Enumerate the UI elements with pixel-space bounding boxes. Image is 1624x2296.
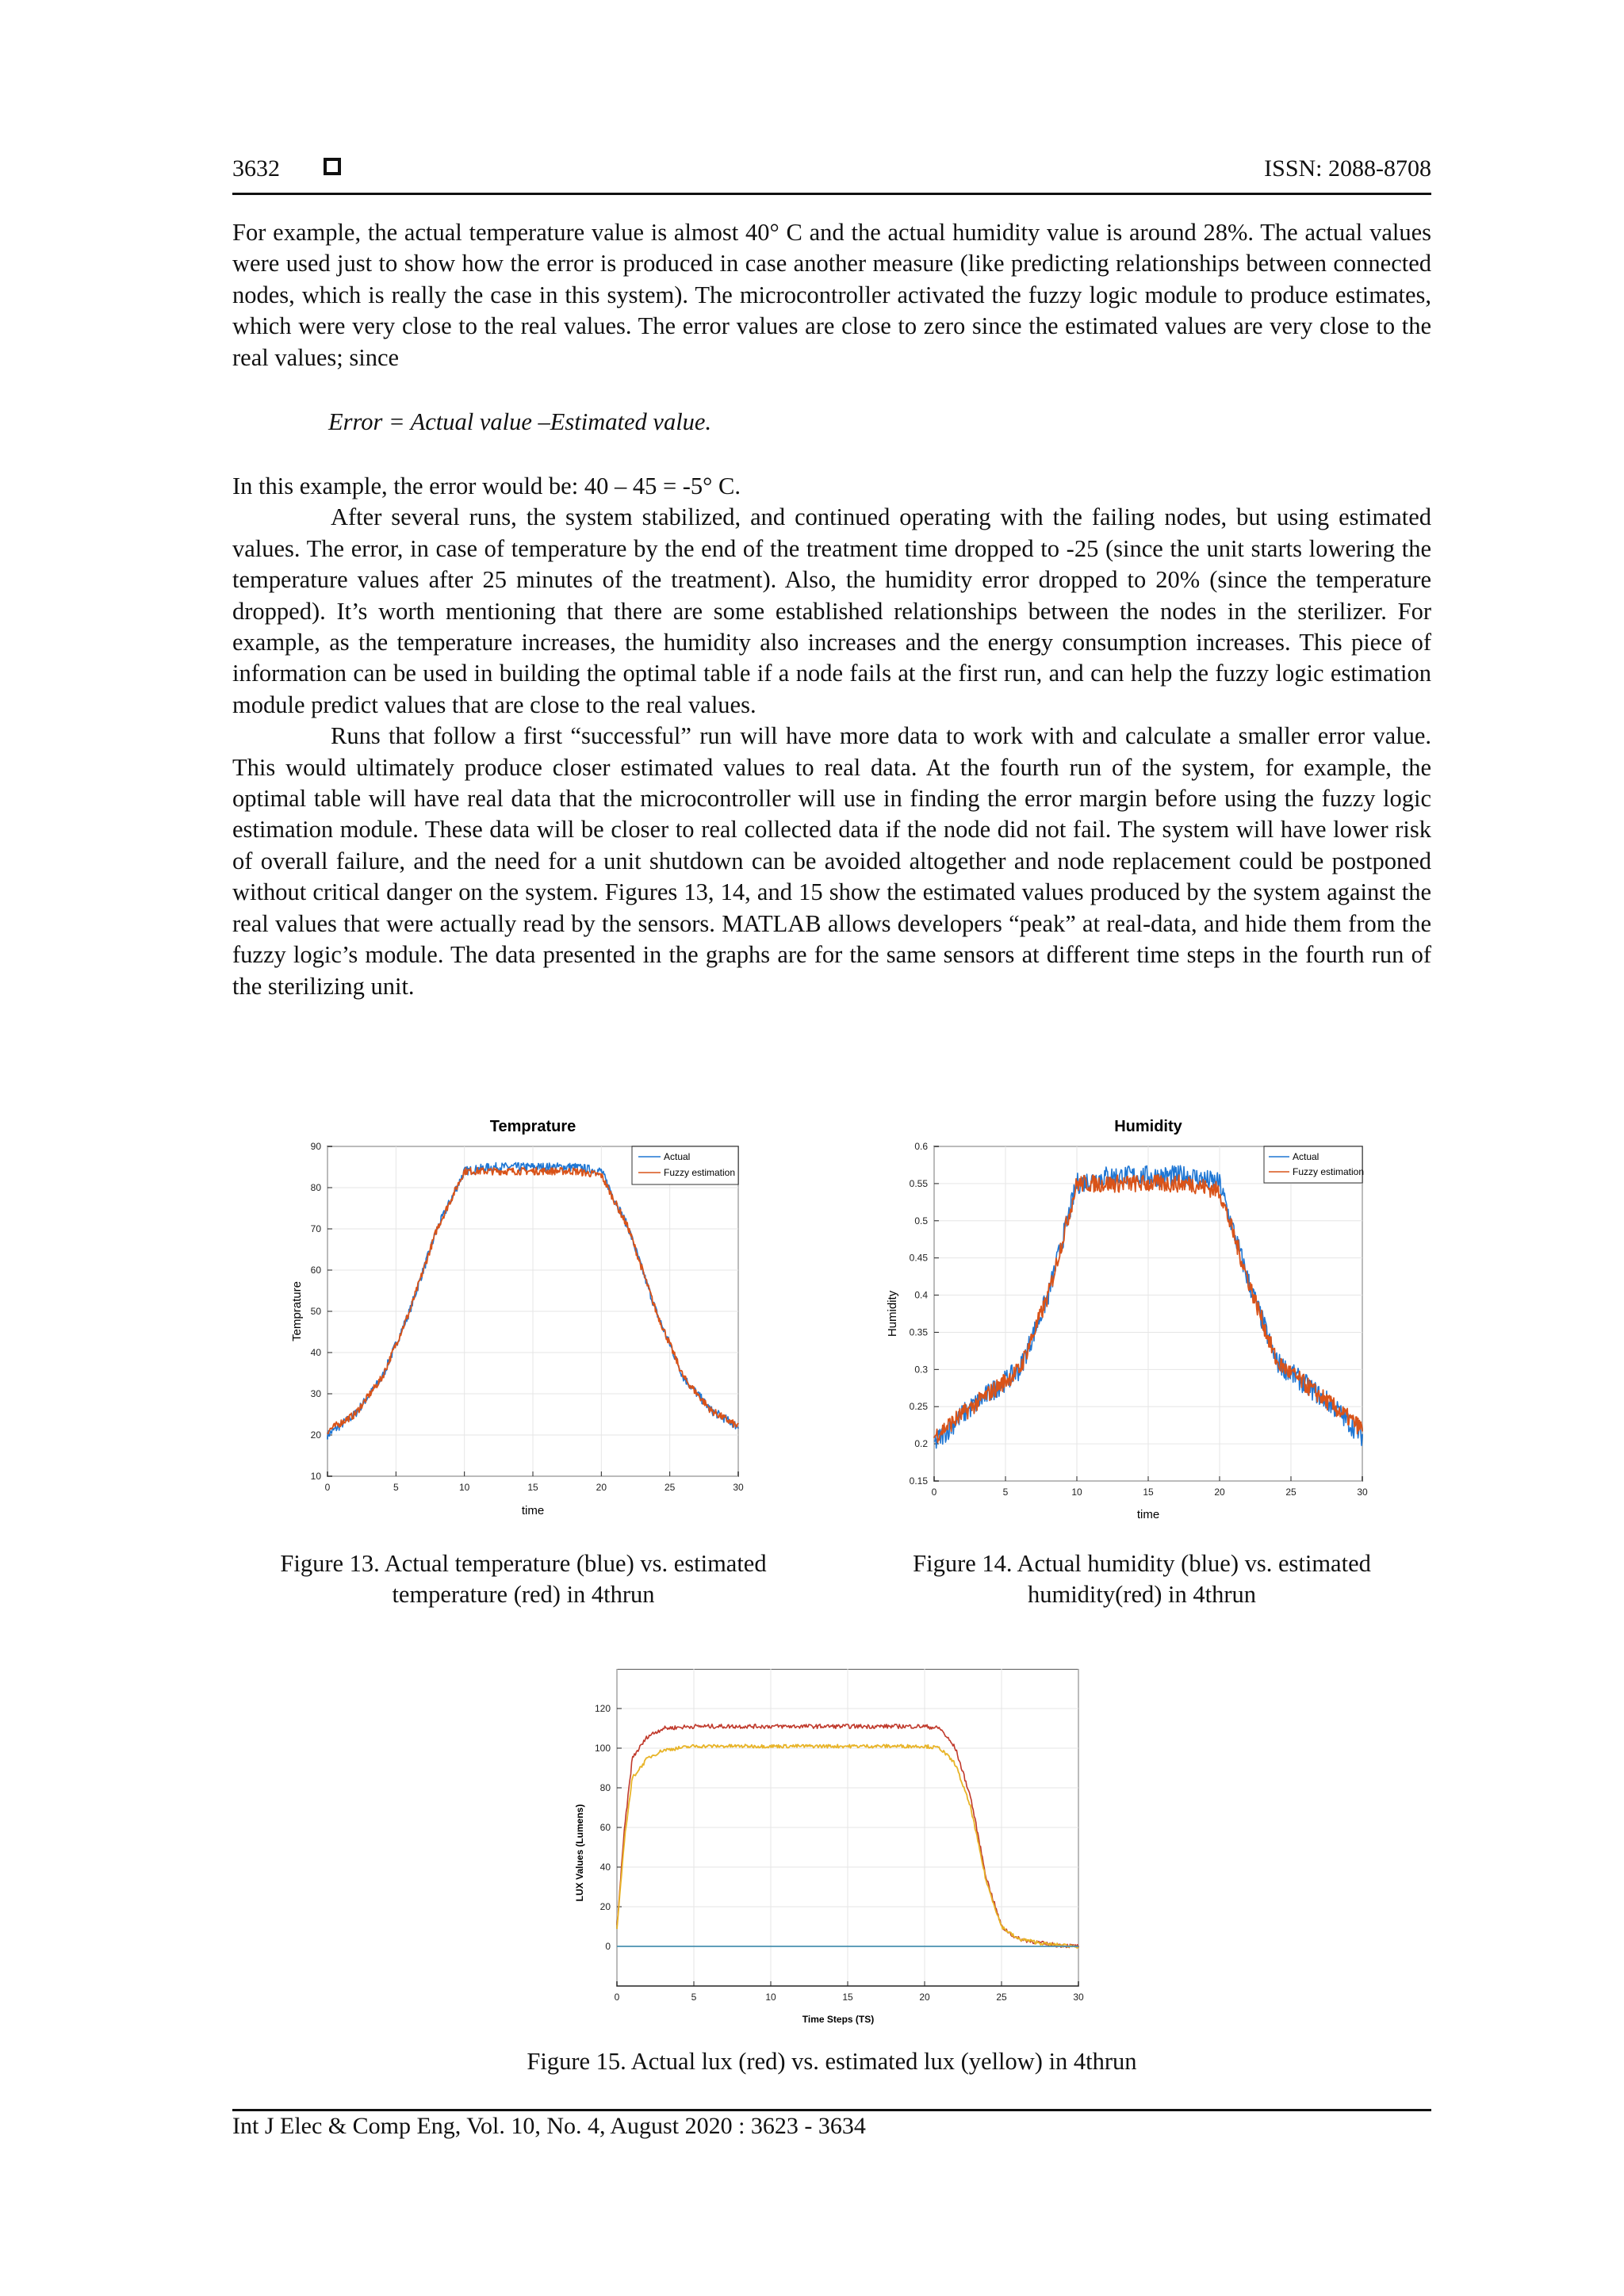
legend	[632, 1146, 738, 1184]
paragraph-2: In this example, the error would be: 40 – 45 = -5° C.	[232, 473, 741, 499]
figure-14-caption-line-2: humidity(red) in 4thrun	[1027, 1581, 1256, 1608]
x-tick-label: 0	[324, 1482, 331, 1493]
y-tick-label: 60	[310, 1265, 321, 1276]
chart-title: Temprature	[489, 1118, 576, 1135]
figure-13-caption-line-1: Figure 13. Actual temperature (blue) vs. estimated	[280, 1550, 767, 1577]
footer-citation: Int J Elec & Comp Eng, Vol. 10, No. 4, August 2020 : 3623 - 3634	[232, 2113, 866, 2139]
y-tick-label: 30	[310, 1388, 321, 1399]
x-tick-label: 30	[1073, 1992, 1084, 2003]
issn: ISSN: 2088-8708	[1264, 155, 1431, 182]
x-tick-label: 10	[458, 1482, 470, 1493]
header-divider	[232, 193, 1431, 195]
paragraph-1	[232, 217, 1431, 373]
y-tick-label: 0.25	[909, 1401, 928, 1413]
figure-13-caption	[238, 1548, 809, 1610]
figure-13-caption-line-2: temperature (red) in 4thrun	[392, 1581, 655, 1608]
figure-15-caption: Figure 15. Actual lux (red) vs. estimated lux (yellow) in 4thrun	[527, 2048, 1137, 2075]
paragraph-1-text: For example, the actual temperature value is almost 40° C and the actual humidity value is around 28%. The actual values were used just to show how the error is produced in case another measure (like predicting relationships between connected nodes, which is really the case in this system). The microcontroller activated the fuzzy logic module to produce estimates, which were very close to the real values. The error values are close to zero since the estimated values are very close to the real values; since	[232, 219, 1431, 371]
figure-14-caption-line-1: Figure 14. Actual humidity (blue) vs. estimated	[913, 1550, 1371, 1577]
legend-label-actual: Actual	[1293, 1151, 1320, 1162]
legend-label-estimate: Fuzzy estimation	[664, 1167, 736, 1178]
x-tick-label: 20	[1214, 1487, 1225, 1498]
y-tick-label: 50	[310, 1306, 321, 1317]
y-tick-label: 20	[310, 1429, 321, 1441]
y-tick-label: 0.45	[909, 1252, 928, 1264]
y-tick-label: 0.15	[909, 1475, 928, 1487]
paragraph-3: After several runs, the system stabilized, and continued operating with the failing nodes, but using estimated values. The error, in case of temperature by the end of the treatment time dropped to -25 (since the unit starts lowering the temperature values after 25 minutes of the treatment). Also, the humidity error dropped to 20% (since the temperature dropped). It’s worth mentioning that there are some established relationships between the nodes in the sterilizer. For example, as the temperature increases, the humidity also increases and the energy consumption increases. This piece of information can be used in building the optimal table if a node fails at the first run, and can help the fuzzy logic estimation module predict values that are close to the real values.	[232, 503, 1431, 718]
y-axis-label: LUX Values (Lumens)	[574, 1804, 585, 1902]
x-tick-label: 15	[1143, 1487, 1154, 1498]
y-tick-label: 70	[310, 1223, 321, 1234]
y-tick-label: 10	[310, 1471, 321, 1482]
checkbox-glyph-icon	[324, 158, 341, 175]
y-tick-label: 120	[594, 1703, 611, 1714]
x-tick-label: 5	[393, 1482, 399, 1493]
x-tick-label: 15	[527, 1482, 538, 1493]
x-tick-label: 25	[996, 1992, 1007, 2003]
figure-14-caption	[856, 1548, 1427, 1610]
chart-title: Humidity	[1114, 1118, 1182, 1135]
y-tick-label: 60	[599, 1822, 611, 1833]
page-number: 3632	[232, 155, 280, 182]
y-axis-label: Temprature	[290, 1281, 304, 1341]
legend-label-estimate: Fuzzy estimation	[1293, 1166, 1365, 1177]
y-tick-label: 40	[310, 1347, 321, 1358]
legend	[1264, 1146, 1364, 1183]
y-tick-label: 0.4	[914, 1289, 928, 1301]
x-tick-label: 5	[1002, 1487, 1009, 1498]
x-axis-label: Time Steps (TS)	[802, 2014, 875, 2025]
equation: Error = Actual value –Estimated value.	[328, 408, 712, 435]
y-tick-label: 40	[599, 1862, 611, 1873]
y-tick-label: 0	[605, 1941, 611, 1952]
y-tick-label: 0.55	[909, 1177, 928, 1189]
x-tick-label: 20	[919, 1992, 930, 2003]
figure-15-chart	[569, 1669, 1094, 2034]
y-tick-label: 20	[599, 1901, 611, 1912]
y-tick-label: 0.3	[914, 1364, 928, 1376]
y-tick-label: 0.5	[914, 1215, 928, 1226]
x-tick-label: 30	[733, 1482, 744, 1493]
x-tick-label: 0	[614, 1992, 620, 2003]
y-tick-label: 80	[599, 1782, 611, 1793]
x-tick-label: 10	[765, 1992, 776, 2003]
legend-label-actual: Actual	[664, 1151, 691, 1162]
x-axis-label: time	[521, 1504, 545, 1517]
paragraphs-2-4	[232, 471, 1431, 1002]
footer-divider	[232, 2109, 1431, 2111]
y-tick-label: 100	[594, 1743, 611, 1754]
y-tick-label: 0.2	[914, 1438, 928, 1450]
x-tick-label: 10	[1071, 1487, 1082, 1498]
y-tick-label: 0.35	[909, 1326, 928, 1338]
y-tick-label: 80	[310, 1182, 321, 1193]
x-tick-label: 20	[596, 1482, 607, 1493]
y-tick-label: 0.6	[914, 1141, 928, 1152]
x-tick-label: 5	[691, 1992, 697, 2003]
figure-13-chart	[282, 1110, 789, 1530]
figure-14-chart	[880, 1110, 1388, 1530]
x-tick-label: 15	[842, 1992, 853, 2003]
y-tick-label: 90	[310, 1141, 321, 1152]
x-tick-label: 30	[1357, 1487, 1368, 1498]
x-tick-label: 25	[664, 1482, 676, 1493]
paragraph-4: Runs that follow a first “successful” run will have more data to work with and calculate a smaller error value. This would ultimately produce closer estimated values to real data. At the fourth run of the system, for example, the optimal table will have real data that the microcontroller will use in finding the error margin before using the fuzzy logic estimation module. These data will be closer to real collected data if the node did not fail. The system will have lower risk of overall failure, and the need for a unit shutdown can be avoided altogether and node replacement could be postponed without critical danger on the system. Figures 13, 14, and 15 show the estimated values produced by the system against the real values that were actually read by the sensors. MATLAB allows developers “peak” at real-data, and hide them from the fuzzy logic’s module. The data presented in the graphs are for the same sensors at different time steps in the fourth run of the sterilizing unit.	[232, 722, 1431, 1000]
x-axis-label: time	[1136, 1508, 1160, 1521]
y-axis-label: Humidity	[886, 1290, 899, 1337]
x-tick-label: 25	[1285, 1487, 1297, 1498]
x-tick-label: 0	[931, 1487, 937, 1498]
